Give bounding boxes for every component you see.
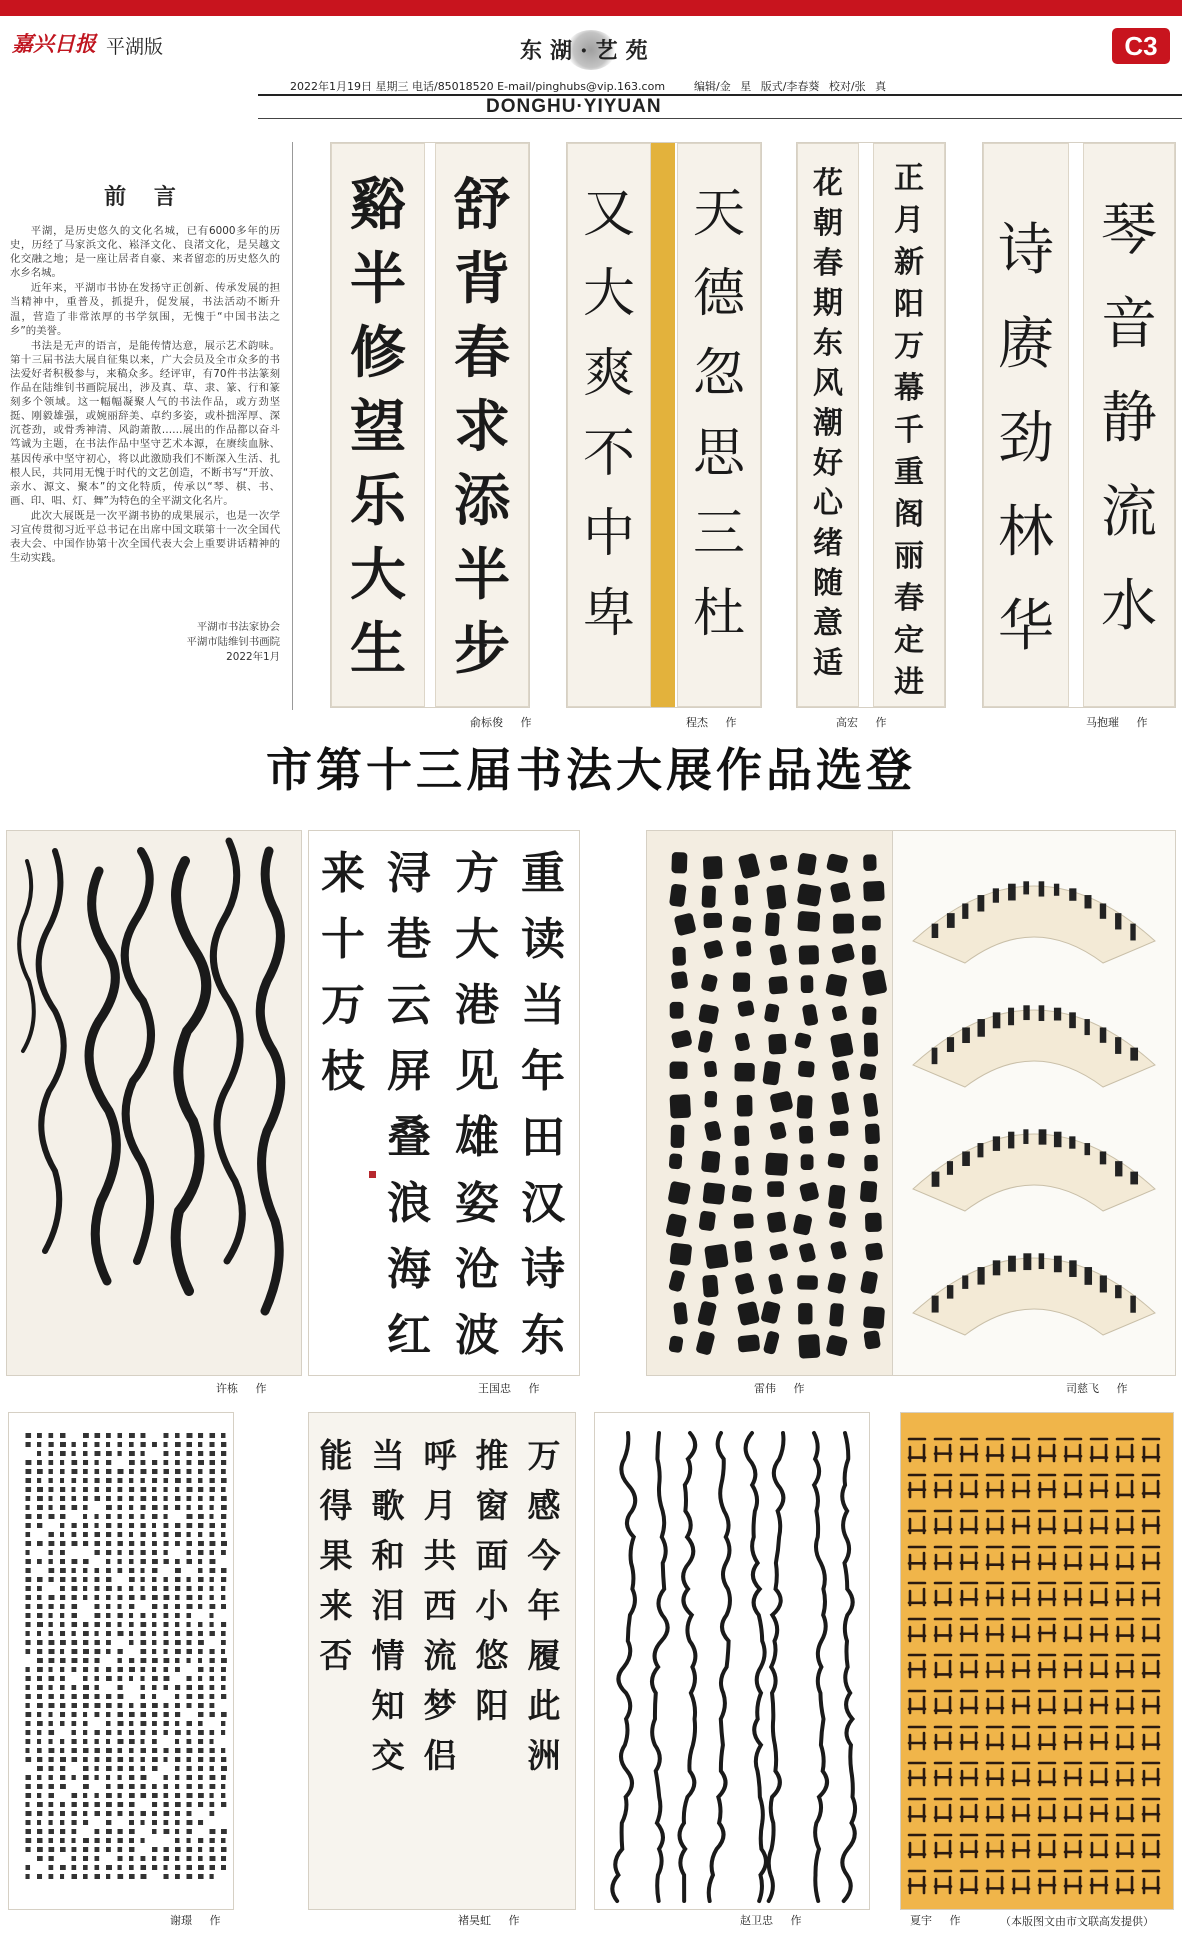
red-seal xyxy=(369,1171,376,1178)
couplet-scroll-right xyxy=(873,143,945,707)
scroll-text: 能 得 果 来 否 xyxy=(319,1436,353,1675)
column-logo: 东湖·艺苑 xyxy=(520,34,660,74)
calligraphy-work-4[interactable] xyxy=(982,142,1176,708)
scroll-text: 天 德 忽 思 三 杜 xyxy=(692,184,745,644)
editor-credits: 编辑/金 星 版式/李春葵 校对/张 真 xyxy=(694,80,887,93)
preface-paragraph: 近年来，平湖市书协在发扬守正创新、传承发展的担当精神中，重普及，抓提升，促发展，书法活动不断升温，营造了非常浓厚的书学氛围，无愧于“中国书法之乡”的美誉。 xyxy=(10,282,280,337)
gold-inscription-strip xyxy=(651,143,675,707)
calligraphy-work-11[interactable] xyxy=(594,1412,870,1910)
work-caption: 夏宇 作 xyxy=(910,1914,961,1927)
calligraphy-work-2[interactable] xyxy=(566,142,762,708)
preface-signature xyxy=(10,620,280,665)
calligraphy-work-6[interactable] xyxy=(308,830,580,1376)
cursive-script-drawing xyxy=(595,1413,869,1909)
calligraphy-work-5[interactable] xyxy=(6,830,302,1376)
scroll-text: 呼 月 共 西 流 梦 侣 xyxy=(423,1436,457,1775)
page-number-badge: C3 xyxy=(1112,28,1170,64)
couplet-scroll-left xyxy=(567,143,651,707)
scroll-text: 又 大 爽 不 中 卑 xyxy=(582,184,635,644)
preface-title: 前 言 xyxy=(104,184,186,210)
edition-label: 平湖版 xyxy=(106,36,164,58)
photo-credit: （本版图文由市文联高发提供） xyxy=(1000,1915,1154,1928)
dateline: 2022年1月19日 星期三 电话/85018520 E-mail/pinghubs@vip.163.com xyxy=(290,80,666,93)
scroll-text: 花 朝 春 期 东 风 潮 好 心 绪 随 意 适 xyxy=(813,166,843,681)
work-caption: 许栋 作 xyxy=(216,1382,267,1395)
calligraphy-work-8[interactable] xyxy=(892,830,1176,1376)
calligraphy-work-3[interactable] xyxy=(796,142,946,708)
scroll-text: 浔 巷 云 屏 叠 浪 海 红 xyxy=(387,848,431,1361)
preface-paragraph: 书法是无声的语言，是能传情达意，展示艺术韵味。第十三届书法大展自征集以来，广大会员及全市众多的书法爱好者积极参与，来稿众多。经评审，有70件书法篆刻作品在陆维钊书画院展出，涉及真、草、隶、篆、行和篆刻多个领域。这一幅幅凝聚人气的书法作品，或方劲坚挺、刚毅雄强，或婉丽辞美、卓约多姿，或朴拙浑厚、深沉苍劲，或骨秀神清、风韵萧散……展出的作品都以奋斗笃诚为主题，在书法作品中坚守艺术本源，在赓续血脉、基因传承中坚守初心，将以此激励我们不断深入生活、扎根人民，共同用无愧于时代的文艺创造，不断书写“开放、亲水、源文、聚本”的文化特质，传承以“琴、棋、书、画、印、唱、灯、舞”为特色的全平湖文化名片。 xyxy=(10,339,280,507)
scroll-text: 谿 半 修 望 乐 大 生 xyxy=(350,172,406,682)
calligraphy-work-1[interactable] xyxy=(330,142,530,708)
work-caption: 雷伟 作 xyxy=(754,1382,805,1395)
work-caption: 王国忠 作 xyxy=(478,1382,540,1395)
scroll-text: 舒 背 春 求 添 半 步 xyxy=(454,172,510,682)
page-headline: 市第十三届书法大展作品选登 xyxy=(266,743,916,797)
work-caption: 程杰 作 xyxy=(686,716,737,729)
work-caption: 赵卫忠 作 xyxy=(740,1914,802,1927)
calligraphy-work-10[interactable] xyxy=(308,1412,576,1910)
couplet-scroll-right xyxy=(435,143,529,707)
signature-line: 平湖市陆维钊书画院 xyxy=(186,636,280,648)
scroll-text: 来 十 万 枝 xyxy=(321,848,365,1097)
scroll-text: 重 读 当 年 田 汉 诗 东 xyxy=(521,848,565,1361)
couplet-scroll-left xyxy=(797,143,859,707)
calligraphy-work-7[interactable] xyxy=(646,830,896,1376)
scroll-text: 正 月 新 阳 万 幕 千 重 阁 丽 春 定 进 xyxy=(894,161,924,700)
masthead-logo: 嘉兴日报 xyxy=(12,31,96,56)
work-caption: 谢璟 作 xyxy=(170,1914,221,1927)
work-caption: 高宏 作 xyxy=(836,716,887,729)
cursive-script-drawing xyxy=(7,831,301,1375)
fan-leaves-drawing xyxy=(893,831,1175,1375)
seal-script-drawing xyxy=(901,1413,1173,1909)
small-script-drawing xyxy=(9,1413,233,1909)
signature-line: 2022年1月 xyxy=(226,651,280,663)
scroll-text: 万 感 今 年 履 此 洲 xyxy=(527,1436,561,1775)
scroll-text: 诗 赓 劲 林 华 xyxy=(998,218,1054,659)
calligraphy-work-12[interactable] xyxy=(900,1412,1174,1910)
scroll-text: 推 窗 面 小 悠 阳 xyxy=(475,1436,509,1725)
top-color-bar xyxy=(0,0,1182,16)
couplet-scroll-right xyxy=(1083,143,1175,707)
preface-paragraph: 平湖，是历史悠久的文化名城，已有6000多年的历史，历经了马家浜文化、崧泽文化、良渚文化，是吴越文化交融之地；是一座让居者自豪、来者留恋的历史悠久的水乡名城。 xyxy=(10,225,280,280)
running-script-drawing xyxy=(647,831,895,1375)
work-caption: 司慈飞 作 xyxy=(1066,1382,1128,1395)
work-caption: 俞标俊 作 xyxy=(470,716,532,729)
calligraphy-work-9[interactable] xyxy=(8,1412,234,1910)
work-caption: 马抱璀 作 xyxy=(1086,716,1148,729)
couplet-scroll-left xyxy=(331,143,425,707)
scroll-text: 琴 音 静 流 水 xyxy=(1101,198,1157,639)
header-rule-thin xyxy=(258,118,1182,119)
work-caption: 褚昊虹 作 xyxy=(458,1914,520,1927)
scroll-text: 当 歌 和 泪 情 知 交 xyxy=(371,1436,405,1775)
scroll-text: 方 大 港 见 雄 姿 沧 波 xyxy=(455,848,499,1361)
couplet-scroll-right xyxy=(677,143,761,707)
preface-body xyxy=(10,224,280,566)
signature-line: 平湖市书法家协会 xyxy=(196,621,280,633)
header-rule xyxy=(258,94,1182,96)
preface-paragraph: 此次大展既是一次平湖书协的成果展示，也是一次学习宣传贯彻习近平总书记在出席中国文联第十一次全国代表大会、中国作协第十次全国代表大会上重要讲话精神的生动实践。 xyxy=(10,509,280,565)
couplet-scroll-left xyxy=(983,143,1069,707)
column-pinyin: DONGHU·YIYUAN xyxy=(486,96,662,117)
column-divider xyxy=(292,142,293,710)
